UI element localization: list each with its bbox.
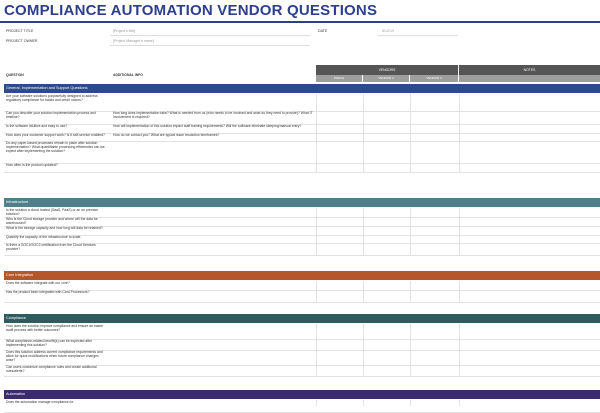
column-divider bbox=[410, 281, 411, 302]
additional-info-cell: How do we contact you? What are typical issue resolution timeframes? bbox=[113, 133, 220, 137]
question-cell: Has the product been integrated with Card Processors? bbox=[6, 290, 90, 294]
row-divider bbox=[4, 302, 600, 303]
row-divider bbox=[4, 172, 600, 173]
project-title-underline bbox=[110, 35, 310, 36]
column-divider bbox=[410, 324, 411, 376]
section-header-infrastructure: Infrastructure bbox=[4, 198, 600, 207]
row-divider bbox=[4, 376, 600, 377]
date-label: DATE bbox=[318, 29, 328, 33]
column-divider bbox=[459, 324, 460, 376]
column-divider bbox=[459, 281, 460, 302]
section-header-compliance: Compliance bbox=[4, 314, 600, 323]
column-divider bbox=[459, 94, 460, 172]
question-cell: How often is the product updated? bbox=[6, 163, 58, 167]
column-divider bbox=[410, 400, 411, 406]
column-divider bbox=[363, 208, 364, 255]
date-value[interactable]: 8/12/19 bbox=[382, 29, 394, 33]
question-cell: What compliance-related benefit(s) can be expected after implementing this solution? bbox=[6, 339, 93, 347]
section-header-integration: Core Integration bbox=[4, 271, 600, 280]
column-divider bbox=[316, 324, 317, 376]
vendor-1-header: PARCH bbox=[316, 75, 362, 82]
vendor-3-header: VENDOR 3 bbox=[410, 75, 458, 82]
question-cell: Is there a SOC1/SOC2 certification from the Cloud Services provider? bbox=[6, 243, 96, 251]
question-cell: Does the software integrate with our core? bbox=[6, 281, 70, 285]
question-cell: How does your customer support work? Is it self-service enabled? bbox=[6, 133, 105, 137]
column-divider bbox=[363, 324, 364, 376]
question-cell: Are your software solutions purposefully designed to address regulatory compliance for banks and credit unions? bbox=[6, 94, 98, 102]
column-divider bbox=[363, 94, 364, 172]
section-header-automation: Automation bbox=[4, 390, 600, 399]
question-cell: Who is the Cloud storage provider and where will the data be warehoused? bbox=[6, 217, 98, 225]
date-underline bbox=[378, 35, 458, 36]
question-cell: Is the software intuitive and easy to use? bbox=[6, 124, 68, 128]
column-divider bbox=[363, 400, 364, 406]
question-cell: Can you describe your solution implementation process and timeline? bbox=[6, 111, 96, 119]
page-title: COMPLIANCE AUTOMATION VENDOR QUESTIONS bbox=[4, 2, 378, 19]
question-cell: Quantify the capacity of the infrastructure to scale. bbox=[6, 235, 82, 239]
question-cell: Is the solution a cloud hosted (SaaS, PaaS) or an on premise solution? bbox=[6, 208, 98, 216]
column-divider bbox=[410, 94, 411, 172]
column-divider bbox=[459, 400, 460, 406]
column-divider bbox=[316, 208, 317, 255]
vendors-header: VENDORS bbox=[316, 65, 458, 75]
project-title-value[interactable]: [Project's title] bbox=[113, 29, 136, 33]
column-divider bbox=[459, 208, 460, 255]
project-owner-value[interactable]: [Project Manager's name] bbox=[113, 39, 154, 43]
column-divider bbox=[410, 208, 411, 255]
vendor-2-header: VENDOR 2 bbox=[363, 75, 409, 82]
additional-info-column-header: ADDITIONAL INFO bbox=[113, 73, 143, 77]
question-cell: Does this solution address current compliance requirements and allow for quick modifications when future compliance changes arise? bbox=[6, 350, 103, 362]
question-cell: How does the solution improve compliance and ensure an easier audit process with better outcomes? bbox=[6, 324, 104, 332]
section-header-general: General, Implementation and Support Questions bbox=[4, 84, 600, 93]
column-divider bbox=[363, 281, 364, 302]
question-cell: Can users customize compliance rules and create additional rules/alerts? bbox=[6, 365, 97, 373]
project-title-label: PROJECT TITLE bbox=[6, 29, 34, 33]
project-owner-underline bbox=[110, 45, 310, 46]
column-divider bbox=[316, 400, 317, 406]
notes-header: NOTES bbox=[459, 65, 600, 75]
question-cell: Does the automation manage compliance for bbox=[6, 400, 74, 404]
question-cell: What is the storage capacity and how long will data be retained? bbox=[6, 226, 103, 230]
additional-info-cell: How long does implementation take? What is needed from us (who needs to be involved and what do they need to provide)? What IT involvement is required? bbox=[113, 111, 313, 119]
additional-info-cell: How will implementation of this solution impact staff training requirements? Will the software eliminate sleeping/manual entry? bbox=[113, 124, 302, 128]
notes-subheader bbox=[459, 75, 600, 82]
question-cell: Do any paper-based processes remain in place after solution implementation? What quantifiable processing efficiencies can we expect after implementing the solution? bbox=[6, 141, 105, 153]
column-divider bbox=[316, 281, 317, 302]
column-divider bbox=[316, 94, 317, 172]
question-column-header: QUESTION bbox=[6, 73, 24, 77]
row-divider bbox=[4, 255, 600, 256]
title-underline bbox=[0, 21, 600, 23]
project-owner-label: PROJECT OWNER bbox=[6, 39, 38, 43]
